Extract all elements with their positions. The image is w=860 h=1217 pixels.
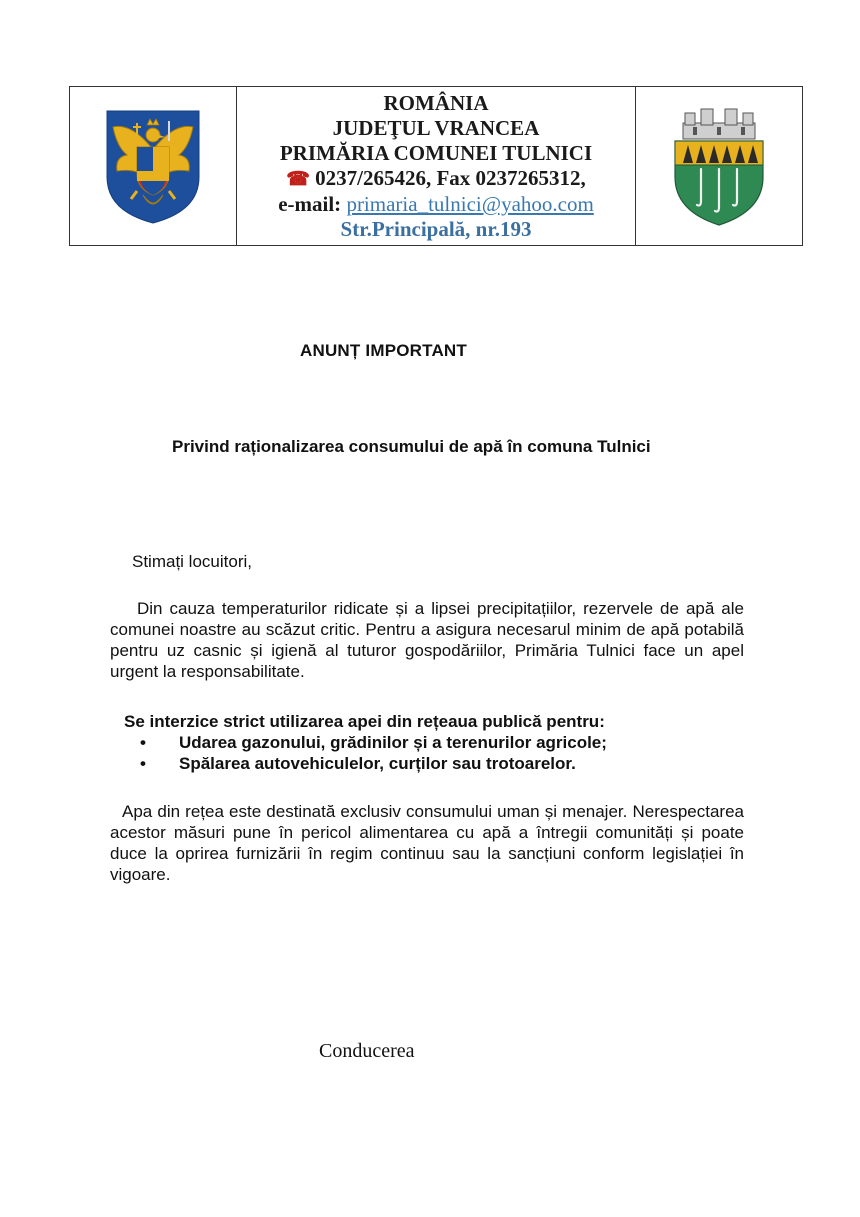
tulnici-coat-of-arms-icon bbox=[667, 105, 771, 227]
letterhead-text bbox=[237, 87, 635, 245]
phone-line bbox=[237, 166, 635, 192]
phone-icon: ☎ bbox=[286, 169, 310, 190]
phone-number: 0237/265426, Fax 0237265312, bbox=[315, 166, 586, 190]
list-item bbox=[124, 753, 764, 774]
intro-paragraph: Din cauza temperaturilor ridicate și a lipsei precipitațiilor, rezervele de apă ale comunei noastre au scăzut critic. Pentru a asigura necesarul minim de apă potabilă pentru uz casnic și igienă al tuturor gospodăriilor, Primăria Tulnici face un apel urgent la responsabilitate. bbox=[110, 599, 744, 681]
town-hall-name: PRIMĂRIA COMUNEI TULNICI bbox=[279, 141, 593, 165]
signature: Conducerea bbox=[319, 1040, 415, 1062]
ban-item-text: Spălarea autovehiculelor, curților sau trotoarelor. bbox=[179, 754, 576, 773]
right-emblem-cell bbox=[635, 87, 802, 245]
page-subtitle: Privind raționalizarea consumului de apă în comuna Tulnici bbox=[172, 437, 651, 456]
greeting: Stimați locuitori, bbox=[132, 552, 252, 571]
ban-heading: Se interzice strict utilizarea apei din rețeaua publică pentru: bbox=[124, 712, 605, 731]
page-title: ANUNȚ IMPORTANT bbox=[300, 341, 467, 360]
romania-coat-of-arms-icon bbox=[101, 107, 205, 225]
warning-paragraph: Apa din rețea este destinată exclusiv consumului uman și menajer. Nerespectarea acestor măsuri pune în pericol alimentarea cu apă a întregii comunități și poate duce la oprirea furnizării în regim continuu sau la sancțiuni conform legislației în vigoare. bbox=[110, 802, 744, 884]
county-name: JUDEŢUL VRANCEA bbox=[332, 116, 540, 140]
ban-item-text: Udarea gazonului, grădinilor și a terenurilor agricole; bbox=[179, 733, 607, 752]
left-emblem-cell bbox=[70, 87, 237, 245]
bullet-icon: • bbox=[140, 754, 146, 773]
ban-section bbox=[124, 711, 764, 774]
email-line bbox=[237, 192, 635, 217]
email-link[interactable]: primaria_tulnici@yahoo.com bbox=[346, 192, 594, 216]
country-name: ROMÂNIA bbox=[383, 91, 489, 115]
bullet-icon: • bbox=[140, 733, 146, 752]
email-label: e-mail: bbox=[278, 192, 342, 216]
list-item bbox=[124, 732, 764, 753]
letterhead bbox=[69, 86, 803, 246]
address: Str.Principală, nr.193 bbox=[340, 217, 532, 241]
